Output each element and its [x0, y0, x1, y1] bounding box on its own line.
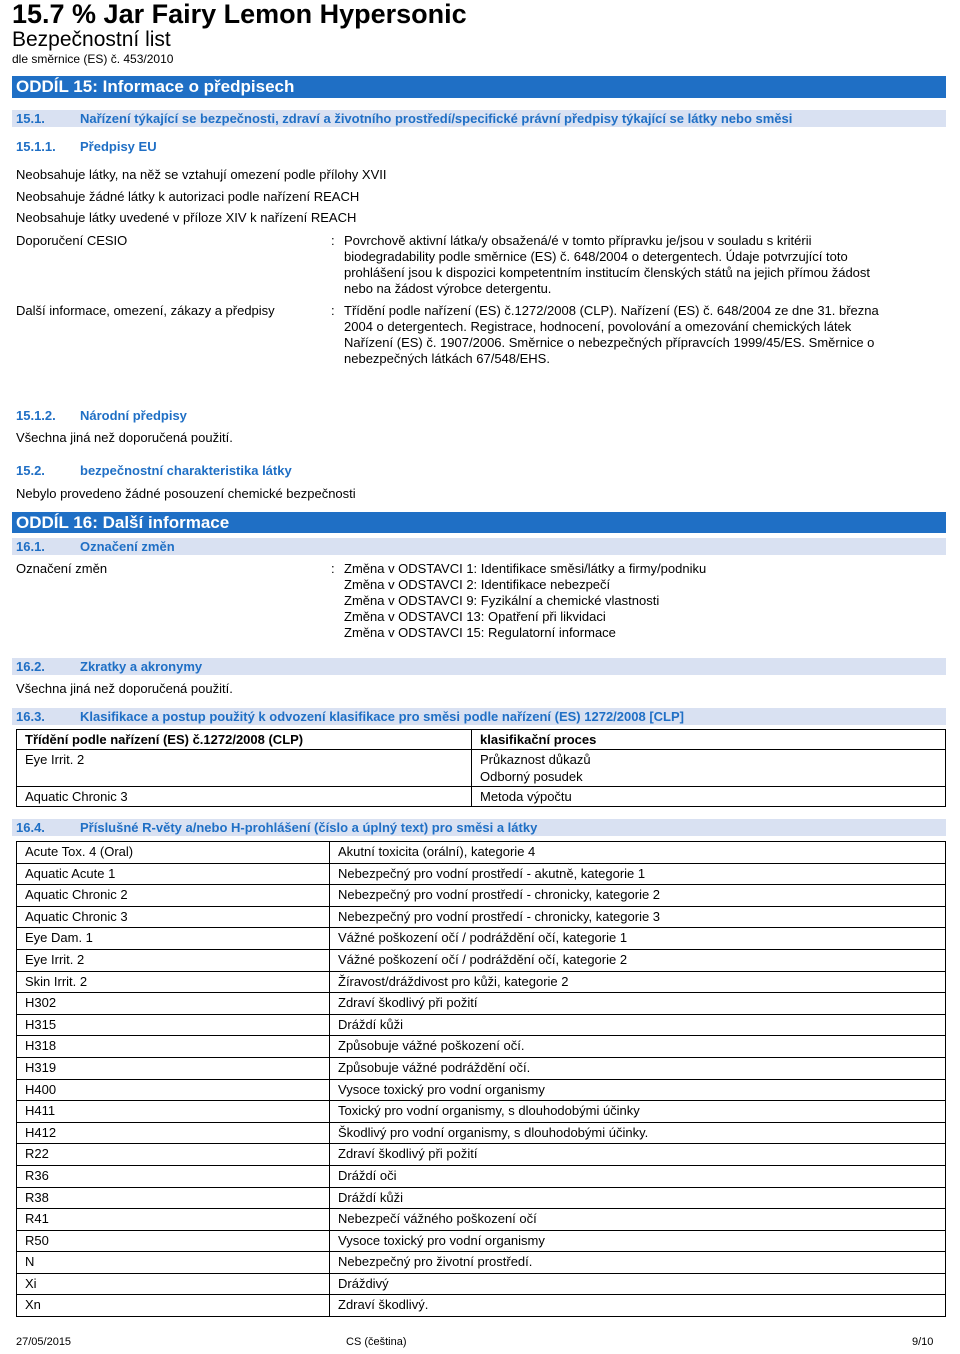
phrase-text: Toxický pro vodní organismy, s dlouhodobými účinky [330, 1101, 946, 1123]
table-row [17, 842, 946, 864]
subsection-16-4-bar [12, 819, 946, 836]
colon-separator: : [331, 561, 335, 576]
phrase-code: H411 [17, 1101, 330, 1123]
table-header: Třídění podle nařízení (ES) č.1272/2008 (CLP) [17, 730, 472, 750]
subsection-15-2-title: bezpečnostní charakteristika látky [80, 463, 292, 478]
phrase-code: R36 [17, 1165, 330, 1187]
phrase-text: Vážné poškození očí / podráždění očí, kategorie 2 [330, 949, 946, 971]
table-row [17, 1014, 946, 1036]
change-item: Změna v ODSTAVCI 2: Identifikace nebezpečí [344, 577, 611, 592]
table-header-row [17, 730, 946, 750]
text-line: 2004 o detergentech. Registrace, hodnocení, povolování a omezování chemických látek [344, 319, 852, 334]
regulation-reference: dle směrnice (ES) č. 453/2010 [12, 52, 174, 66]
colon-separator: : [331, 303, 335, 318]
text-line: biodegradability podle směrnice (ES) č. 648/2004 o detergentech. Údaje potvrzující toto [344, 249, 848, 264]
table-row [17, 1036, 946, 1058]
text-line: Nařízení (ES) č. 1907/2006. Směrnice o nebezpečných přípravcích 1999/45/ES. Směrnice o [344, 335, 875, 350]
phrase-code: Aquatic Chronic 2 [17, 885, 330, 907]
phrase-text: Dráždivý [330, 1273, 946, 1295]
table-row [17, 1144, 946, 1166]
subsection-16-3-bar [12, 708, 946, 725]
footer-date: 27/05/2015 [16, 1336, 72, 1348]
phrase-code: Xn [17, 1295, 330, 1317]
phrase-text: Vážné poškození očí / podráždění očí, kategorie 1 [330, 928, 946, 950]
change-item: Změna v ODSTAVCI 1: Identifikace směsi/látky a firmy/podniku [344, 561, 707, 576]
phrase-text: Nebezpečný pro vodní prostředí - chronicky, kategorie 3 [330, 906, 946, 928]
phrase-text: Akutní toxicita (orální), kategorie 4 [330, 842, 946, 864]
changes-label: Označení změn [16, 561, 108, 576]
phrase-text: Způsobuje vážné podráždění očí. [330, 1057, 946, 1079]
phrase-text: Žíravost/dráždivost pro kůži, kategorie 2 [330, 971, 946, 993]
table-row [17, 885, 946, 907]
phrase-code: H302 [17, 993, 330, 1015]
table-row [17, 1252, 946, 1274]
phrase-code: R22 [17, 1144, 330, 1166]
subsection-number: 16.3. [16, 709, 45, 724]
phrase-code: R41 [17, 1209, 330, 1231]
phrase-code: R38 [17, 1187, 330, 1209]
section-16-bar [12, 512, 946, 533]
footer-page: 9/10 [912, 1336, 934, 1348]
table-row [17, 1273, 946, 1295]
table-row [17, 863, 946, 885]
subsection-number: 15.1. [16, 111, 45, 126]
phrase-code: H319 [17, 1057, 330, 1079]
changes-list [344, 561, 944, 641]
cesio-label: Doporučení CESIO [16, 233, 128, 248]
table-row [17, 1101, 946, 1123]
phrase-code: Xi [17, 1273, 330, 1295]
table-row [17, 1165, 946, 1187]
phrase-code: H400 [17, 1079, 330, 1101]
safety-assessment-text: Nebylo provedeno žádné posouzení chemické bezpečnosti [16, 486, 356, 501]
subsection-title: Zkratky a akronymy [80, 659, 203, 674]
table-row [17, 993, 946, 1015]
phrase-text: Nebezpečný pro vodní prostředí - chronicky, kategorie 2 [330, 885, 946, 907]
table-row [17, 1122, 946, 1144]
table-row [17, 1187, 946, 1209]
table-row [17, 906, 946, 928]
subsection-15-2-number: 15.2. [16, 463, 45, 478]
section-16-title: ODDÍL 16: Další informace [16, 513, 230, 532]
subsection-15-1-1-title: Předpisy EU [80, 139, 157, 154]
text-line: prohlášení jsou k dispozici kompetentním institucím členských států na jejich přímou žádost [344, 265, 871, 280]
eu-line: Neobsahuje látky uvedené v příloze XIV k nařízení REACH [16, 210, 357, 225]
table-row [17, 928, 946, 950]
phrase-text: Vysoce toxický pro vodní organismy [330, 1079, 946, 1101]
footer-language: CS (čeština) [346, 1336, 407, 1348]
subsection-16-2-bar [12, 658, 946, 675]
table-cell: Eye Irrit. 2 [17, 750, 472, 787]
change-item: Změna v ODSTAVCI 9: Fyzikální a chemické vlastnosti [344, 593, 660, 608]
phrase-code: Skin Irrit. 2 [17, 971, 330, 993]
subsection-number: 16.2. [16, 659, 45, 674]
phrase-text: Dráždí oči [330, 1165, 946, 1187]
phrase-text: Zdraví škodlivý při požití [330, 993, 946, 1015]
document-type: Bezpečnostní list [12, 28, 171, 51]
text-line: nebo na žádost výrobce detergentu. [344, 281, 552, 296]
phrase-code: Aquatic Chronic 3 [17, 906, 330, 928]
phrase-code: H318 [17, 1036, 330, 1058]
table-header: klasifikační proces [472, 730, 946, 750]
section-15-bar [12, 76, 946, 98]
subsection-title: Příslušné R-věty a/nebo H-prohlášení (číslo a úplný text) pro směsi a látky [80, 820, 538, 835]
phrase-text: Nebezpečí vážného poškození očí [330, 1209, 946, 1231]
text-line: Průkaznost důkazů [480, 752, 591, 767]
table-row [17, 787, 946, 807]
other-info-label: Další informace, omezení, zákazy a předpisy [16, 303, 275, 318]
table-row [17, 1209, 946, 1231]
subsection-number: 16.4. [16, 820, 45, 835]
subsection-title: Nařízení týkající se bezpečnosti, zdraví a životního prostředí/specifické právní předpisy týkající se látky nebo směsi [80, 111, 793, 126]
phrase-code: Aquatic Acute 1 [17, 863, 330, 885]
table-cell [472, 750, 946, 787]
table-row [17, 750, 946, 787]
phrase-text: Škodlivý pro vodní organismy, s dlouhodobými účinky. [330, 1122, 946, 1144]
subsection-15-1-bar [12, 110, 946, 127]
phrase-code: Eye Dam. 1 [17, 928, 330, 950]
colon-separator: : [331, 233, 335, 248]
subsection-number: 16.1. [16, 539, 45, 554]
eu-line: Neobsahuje látky, na něž se vztahují omezení podle přílohy XVII [16, 167, 387, 182]
abbreviations-text: Všechna jiná než doporučená použití. [16, 681, 233, 696]
phrase-text: Nebezpečný pro životní prostředí. [330, 1252, 946, 1274]
section-15-title: ODDÍL 15: Informace o předpisech [16, 77, 295, 96]
phrase-code: R50 [17, 1230, 330, 1252]
table-row [17, 1230, 946, 1252]
phrase-text: Zdraví škodlivý při požití [330, 1144, 946, 1166]
table-cell: Aquatic Chronic 3 [17, 787, 472, 807]
subsection-title: Označení změn [80, 539, 175, 554]
subsection-15-1-1-number: 15.1.1. [16, 139, 56, 154]
phrase-code: N [17, 1252, 330, 1274]
subsection-16-1-bar [12, 538, 946, 555]
text-line: Odborný posudek [480, 769, 583, 784]
table-cell: Metoda výpočtu [472, 787, 946, 807]
table-row [17, 971, 946, 993]
table-row [17, 949, 946, 971]
national-regulations-text: Všechna jiná než doporučená použití. [16, 430, 233, 445]
subsection-title: Klasifikace a postup použitý k odvození klasifikace pro směsi podle nařízení (ES) 1272/2008 [CLP] [80, 709, 684, 724]
other-info-text [344, 303, 944, 367]
table-row [17, 1079, 946, 1101]
change-item: Změna v ODSTAVCI 13: Opatření při likvidaci [344, 609, 606, 624]
phrase-text: Dráždí kůži [330, 1014, 946, 1036]
cesio-text [344, 233, 944, 297]
subsection-15-1-2-title: Národní předpisy [80, 408, 187, 423]
phrase-text: Nebezpečný pro vodní prostředí - akutně, kategorie 1 [330, 863, 946, 885]
subsection-15-1-2-number: 15.1.2. [16, 408, 56, 423]
table-row [17, 1057, 946, 1079]
document-title: 15.7 % Jar Fairy Lemon Hypersonic [12, 0, 467, 29]
text-line: Povrchově aktivní látka/y obsažená/é v tomto přípravku je/jsou v souladu s kritérii [344, 233, 812, 248]
change-item: Změna v ODSTAVCI 15: Regulatorní informace [344, 625, 616, 640]
text-line: Třídění podle nařízení (ES) č.1272/2008 (CLP). Nařízení (ES) č. 648/2004 ze dne 31. března [344, 303, 879, 318]
phrase-text: Vysoce toxický pro vodní organismy [330, 1230, 946, 1252]
phrase-text: Způsobuje vážné poškození očí. [330, 1036, 946, 1058]
phrase-code: H315 [17, 1014, 330, 1036]
eu-line: Neobsahuje žádné látky k autorizaci podle nařízení REACH [16, 189, 360, 204]
table-row [17, 1295, 946, 1317]
phrase-code: Acute Tox. 4 (Oral) [17, 842, 330, 864]
text-line: nebezpečných látkách 67/548/EHS. [344, 351, 550, 366]
phrase-text: Dráždí kůži [330, 1187, 946, 1209]
phrase-text: Zdraví škodlivý. [330, 1295, 946, 1317]
phrases-table [16, 841, 946, 1317]
classification-table [16, 729, 946, 807]
phrase-code: Eye Irrit. 2 [17, 949, 330, 971]
phrase-code: H412 [17, 1122, 330, 1144]
